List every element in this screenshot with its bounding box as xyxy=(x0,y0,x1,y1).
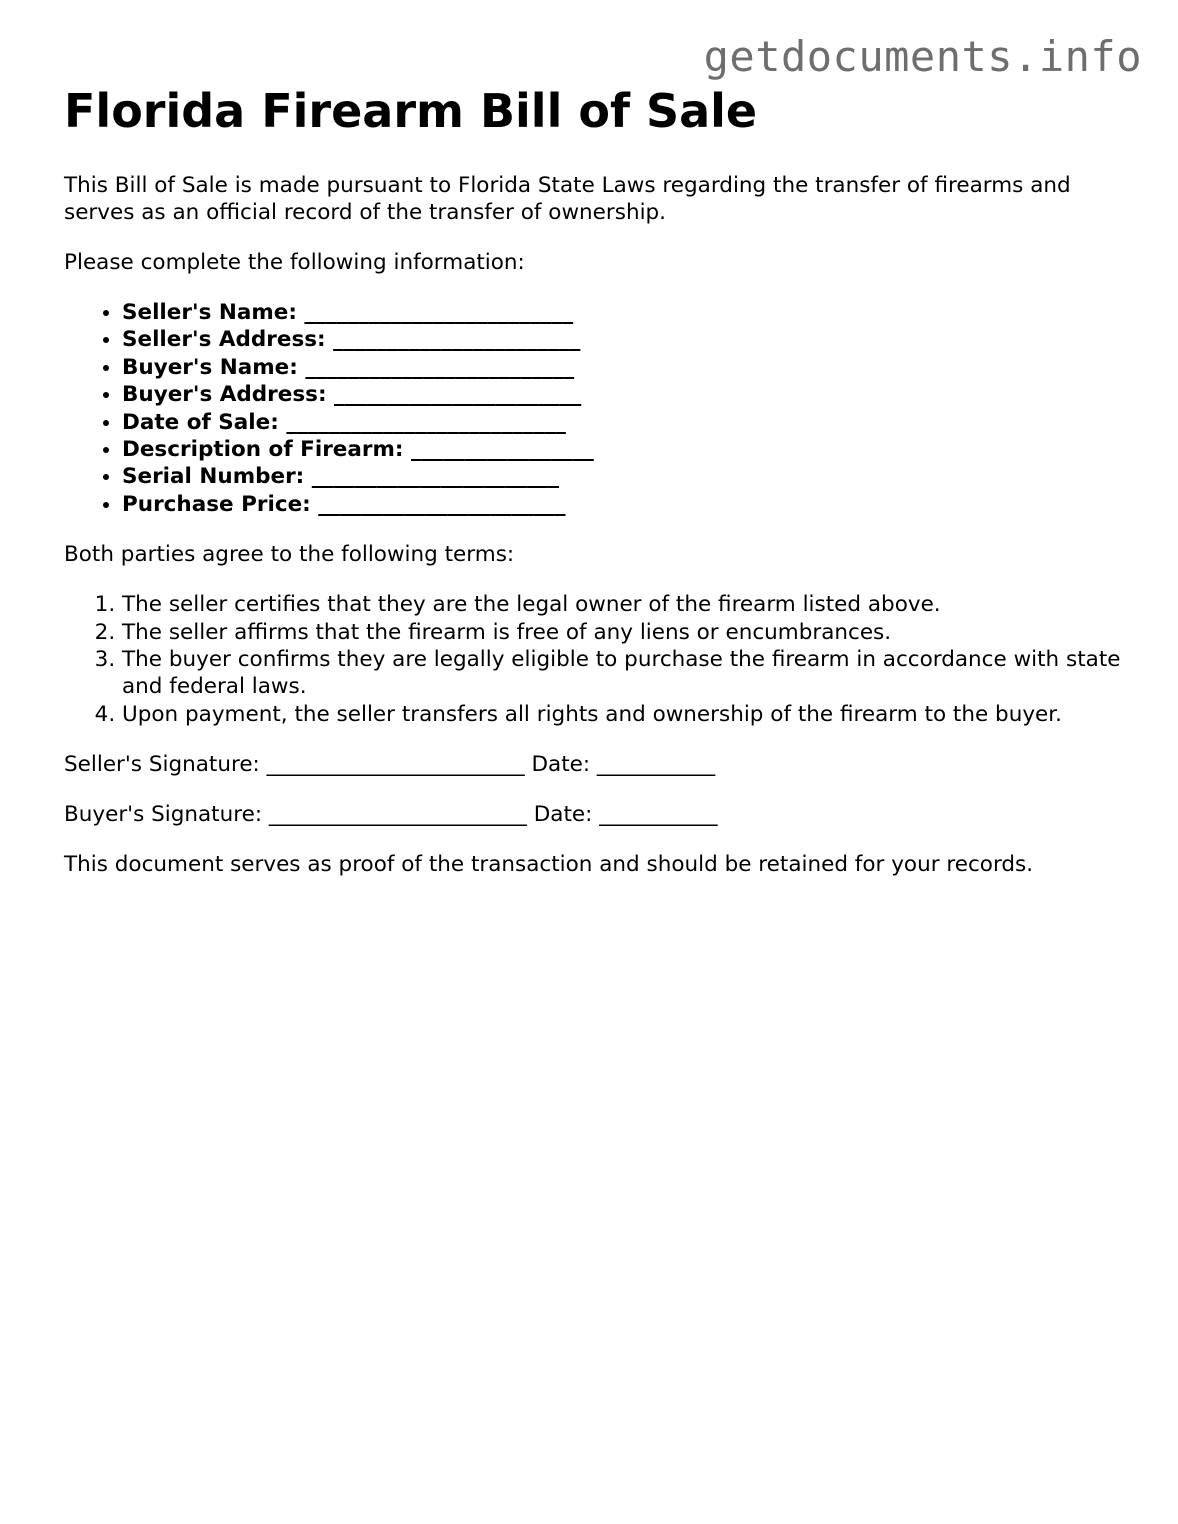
field-buyers-name: • Buyer's Name: _________________________ xyxy=(122,354,1134,381)
term-item: 1. The seller certifies that they are the legal owner of the firearm listed above. xyxy=(122,591,1134,618)
field-purchase-price: • Purchase Price: _______________________ xyxy=(122,491,1134,518)
field-serial-number: • Serial Number: _______________________ xyxy=(122,463,1134,490)
term-item: 3. The buyer confirms they are legally eligible to purchase the firearm in accordance with state and federal laws. xyxy=(122,646,1134,701)
field-description-of-firearm: • Description of Firearm: _________________ xyxy=(122,436,1134,463)
field-sellers-name: • Seller's Name: _________________________ xyxy=(122,299,1134,326)
field-sellers-address: • Seller's Address: _______________________ xyxy=(122,326,1134,353)
intro-paragraph: This Bill of Sale is made pursuant to Florida State Laws regarding the transfer of firearms and serves as an official record of the transfer of ownership. xyxy=(64,173,1071,225)
term-item: 2. The seller affirms that the firearm is free of any liens or encumbrances. xyxy=(122,619,1134,646)
field-buyers-address: • Buyer's Address: _______________________ xyxy=(122,381,1134,408)
watermark-text: getdocuments.info xyxy=(703,32,1142,81)
terms-list xyxy=(64,591,1134,728)
field-date-of-sale: • Date of Sale: __________________________ xyxy=(122,409,1134,436)
buyer-signature-line: Buyer's Signature: ________________________ Date: ___________ xyxy=(64,802,718,828)
instruction-paragraph: Please complete the following information: xyxy=(64,250,525,275)
term-item: 4. Upon payment, the seller transfers all rights and ownership of the firearm to the buyer. xyxy=(122,701,1134,728)
document-title: Florida Firearm Bill of Sale xyxy=(64,84,758,138)
terms-intro-paragraph: Both parties agree to the following terms: xyxy=(64,542,515,568)
fields-list xyxy=(64,299,1134,518)
closing-paragraph: This document serves as proof of the transaction and should be retained for your records. xyxy=(64,852,1034,878)
document-body xyxy=(64,82,1134,878)
seller-signature-line: Seller's Signature: ________________________ Date: ___________ xyxy=(64,752,716,778)
